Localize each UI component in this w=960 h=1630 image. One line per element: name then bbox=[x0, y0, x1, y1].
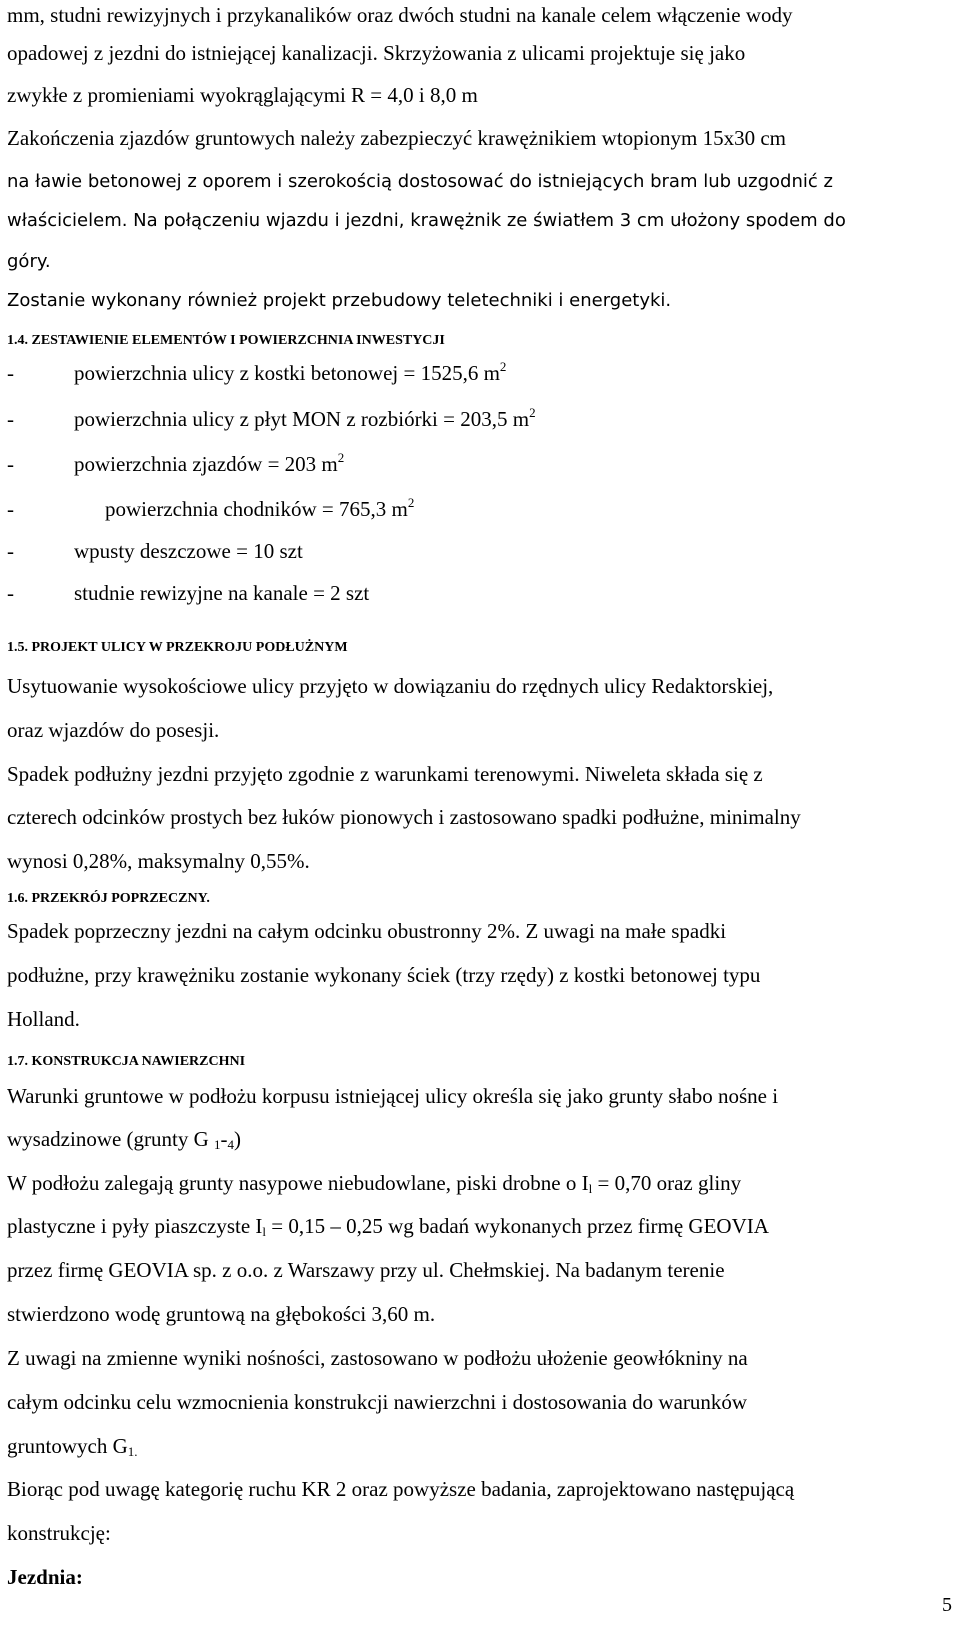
text-line: właścicielem. Na połączeniu wjazdu i jezdni, krawężnik ze światłem 3 cm ułożony spodem do bbox=[7, 210, 846, 231]
text-line: Biorąc pod uwagę kategorię ruchu KR 2 oraz powyższe badania, zaprojektowano następującą bbox=[7, 1477, 795, 1501]
bullet-item bbox=[7, 496, 907, 522]
text-line: wynosi 0,28%, maksymalny 0,55%. bbox=[7, 849, 310, 873]
text-line: oraz wjazdów do posesji. bbox=[7, 718, 220, 742]
section-heading-1-7: 1.7. KONSTRUKCJA NAWIERZCHNI bbox=[7, 1054, 246, 1069]
text-line: konstrukcję: bbox=[7, 1521, 111, 1545]
bullet-text: studnie rewizyjne na kanale = 2 szt bbox=[74, 581, 370, 605]
bullet-dash: - bbox=[7, 497, 14, 521]
text-line: mm, studni rewizyjnych i przykanalików oraz dwóch studni na kanale celem włączenie wody bbox=[7, 3, 793, 27]
text-line: Holland. bbox=[7, 1007, 80, 1031]
bullet-item bbox=[7, 451, 907, 477]
bullet-item bbox=[7, 538, 907, 564]
text-line: przez firmę GEOVIA sp. z o.o. z Warszawy przy ul. Chełmskiej. Na badanym terenie bbox=[7, 1258, 725, 1282]
text-line: plastyczne i pyły piaszczyste $I_l = 0,15 - 0,25$ wg badań wykonanych przez firmę GEOVIA bbox=[7, 1214, 769, 1239]
text-line: Z uwagi na zmienne wyniki nośności, zastosowano w podłożu ułożenie geowłókniny na bbox=[7, 1346, 748, 1370]
bullet-dash: - bbox=[7, 452, 14, 476]
subscript: l bbox=[588, 1181, 593, 1196]
bullet-text: powierzchnia ulicy z kostki betonowej = 1525,6 m bbox=[74, 361, 500, 385]
bullet-text: powierzchnia ulicy z płyt MON z rozbiórki = 203,5 m bbox=[74, 407, 530, 431]
bullet-item bbox=[7, 580, 907, 606]
text-line: góry. bbox=[7, 251, 51, 272]
text-line: Zakończenia zjazdów gruntowych należy zabezpieczyć krawężnikiem wtopionym 15x30 cm bbox=[7, 126, 787, 150]
bullet-dash: - bbox=[7, 581, 14, 605]
text-line: czterech odcinków prostych bez łuków pionowych i zastosowano spadki podłużne, minimalny bbox=[7, 805, 801, 829]
text-line: wysadzinowe (grunty G $_1-_4$) bbox=[7, 1127, 242, 1152]
superscript: 2 bbox=[407, 495, 415, 510]
text-line: podłużne, przy krawężniku zostanie wykonany ściek (trzy rzędy) z kostki betonowej typu bbox=[7, 963, 761, 987]
text-line: Warunki gruntowe w podłożu korpusu istniejącej ulicy określa się jako grunty słabo nośne i bbox=[7, 1084, 779, 1108]
text-line: stwierdzono wodę gruntową na głębokości 3,60 m. bbox=[7, 1302, 436, 1326]
section-heading-1-6: 1.6. PRZEKRÓJ POPRZECZNY. bbox=[7, 891, 210, 906]
text-line: całym odcinku celu wzmocnienia konstrukcji nawierzchni i dostosowania do warunków bbox=[7, 1390, 748, 1414]
text-line: na ławie betonowej z oporem i szerokością dostosować do istniejących bram lub uzgodnić z bbox=[7, 171, 833, 192]
text-line: zwykłe z promieniami wyokrąglającymi R = 4,0 i 8,0 m bbox=[7, 83, 478, 107]
text-line: gruntowych $G_{1.}$ bbox=[7, 1434, 138, 1459]
text-line: Zostanie wykonany również projekt przebudowy teletechniki i energetyki. bbox=[7, 290, 672, 311]
text-line: Usytuowanie wysokościowe ulicy przyjęto w dowiązaniu do rzędnych ulicy Redaktorskiej, bbox=[7, 674, 774, 698]
bullet-dash: - bbox=[7, 539, 14, 563]
subscript: l bbox=[262, 1224, 267, 1239]
text-line: W podłożu zalegają grunty nasypowe niebudowlane, piski drobne o $I_l = 0,70$ oraz gliny bbox=[7, 1171, 742, 1196]
subscript: 1. bbox=[127, 1444, 138, 1459]
bullet-item bbox=[7, 360, 907, 386]
subscript: 1 bbox=[214, 1137, 221, 1152]
subheading-jezdnia: Jezdnia: bbox=[7, 1565, 83, 1589]
bullet-text: powierzchnia zjazdów = 203 m bbox=[74, 452, 338, 476]
text-line: opadowej z jezdni do istniejącej kanalizacji. Skrzyżowania z ulicami projektuje się jako bbox=[7, 41, 746, 65]
bullet-dash: - bbox=[7, 361, 14, 385]
page-number: 5 bbox=[942, 1594, 952, 1616]
subscript: 4 bbox=[227, 1137, 235, 1152]
superscript: 2 bbox=[529, 405, 536, 420]
bullet-text: wpusty deszczowe = 10 szt bbox=[74, 539, 303, 563]
bullet-dash: - bbox=[7, 407, 14, 431]
superscript: 2 bbox=[337, 450, 345, 465]
section-heading-1-5: 1.5. PROJEKT ULICY W PRZEKROJU PODŁUŻNYM bbox=[7, 640, 348, 655]
text-line: Spadek poprzeczny jezdni na całym odcinku obustronny 2%. Z uwagi na małe spadki bbox=[7, 919, 727, 943]
bullet-item bbox=[7, 406, 907, 432]
superscript: 2 bbox=[499, 359, 507, 374]
section-heading-1-4: 1.4. ZESTAWIENIE ELEMENTÓW I POWIERZCHNIA INWESTYCJI bbox=[7, 333, 445, 348]
bullet-text: powierzchnia chodników = 765,3 m bbox=[105, 497, 408, 521]
text-line: Spadek podłużny jezdni przyjęto zgodnie z warunkami terenowymi. Niweleta składa się z bbox=[7, 762, 763, 786]
